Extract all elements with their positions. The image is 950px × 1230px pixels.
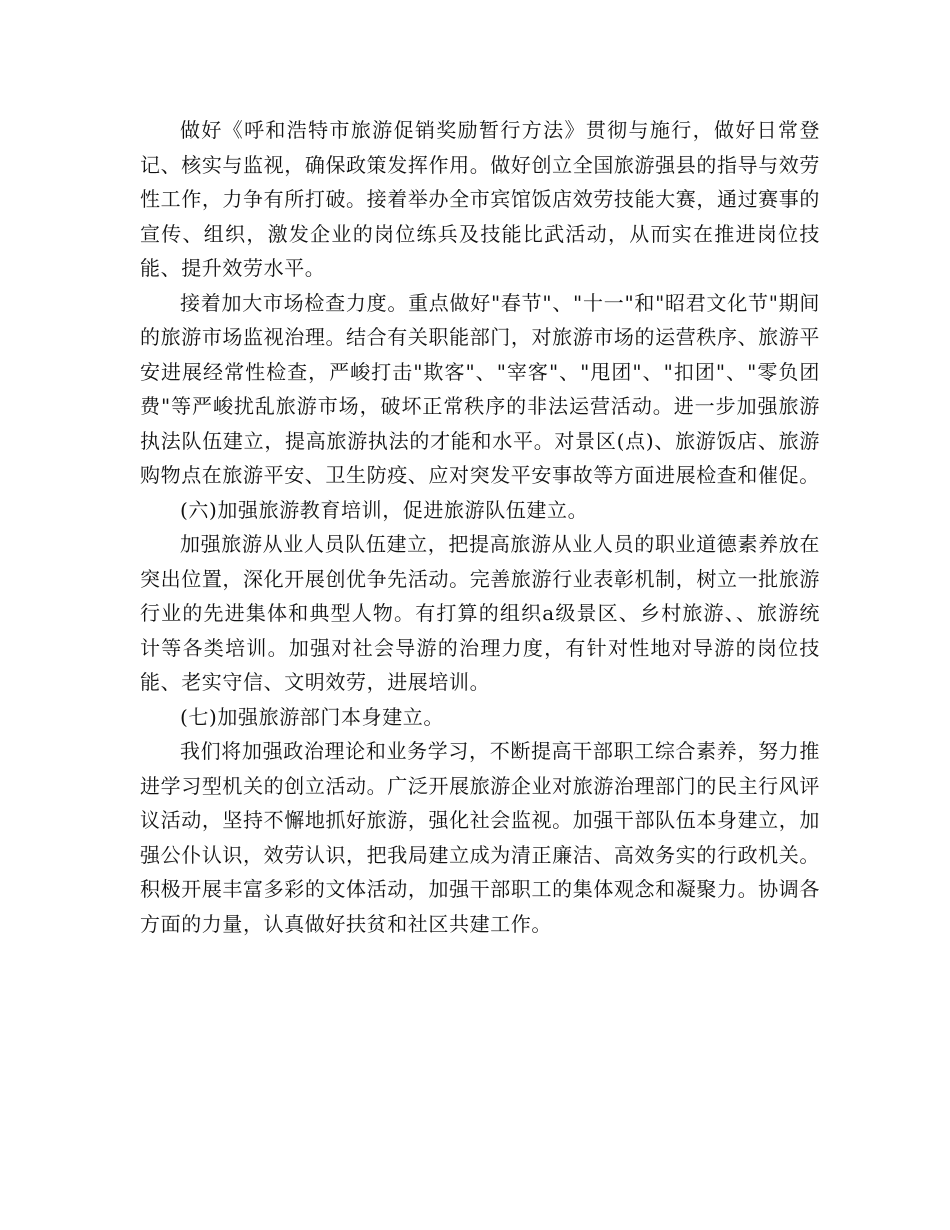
- paragraph-tourism-promotion: 做好《呼和浩特市旅游促销奖励暂行方法》贯彻与施行，做好日常登记、核实与监视，确保政策发挥作用。做好创立全国旅游强县的指导与效劳性工作，力争有所打破。接着举办全市宾馆饭店效劳技能大赛，通过赛事的宣传、组织，激发企业的岗位练兵及技能比武活动，从而实在推进岗位技能、提升效劳水平。: [140, 118, 820, 280]
- paragraph-workforce-training: 加强旅游从业人员队伍建立，把提高旅游从业人员的职业道德素养放在突出位置，深化开展创优争先活动。完善旅游行业表彰机制，树立一批旅游行业的先进集体和典型人物。有打算的组织a级景区、乡村旅游、、旅游统计等各类培训。加强对社会导游的治理力度，有针对性地对导游的岗位技能、老实守信、文明效劳，进展培训。: [140, 532, 820, 694]
- paragraph-market-inspection: 接着加大市场检查力度。重点做好"春节"、"十一"和"昭君文化节"期间的旅游市场监视治理。结合有关职能部门，对旅游市场的运营秩序、旅游平安进展经常性检查，严峻打击"欺客"、"宰客"、"甩团"、"扣团"、"零负团费"等严峻扰乱旅游市场，破坏正常秩序的非法运营活动。进一步加强旅游执法队伍建立，提高旅游执法的才能和水平。对景区(点)、旅游饭店、旅游购物点在旅游平安、卫生防疫、应对突发平安事故等方面进展检查和催促。: [140, 290, 820, 487]
- section-heading-6: (六)加强旅游教育培训，促进旅游队伍建立。: [180, 497, 589, 522]
- paragraph-department-building: 我们将加强政治理论和业务学习，不断提高干部职工综合素养，努力推进学习型机关的创立活动。广泛开展旅游企业对旅游治理部门的民主行风评议活动，坚持不懈地抓好旅游，强化社会监视。加强干部队伍本身建立，加强公仆认识，效劳认识，把我局建立成为清正廉洁、高效务实的行政机关。积极开展丰富多彩的文体活动，加强干部职工的集体观念和凝聚力。协调各方面的力量，认真做好扶贫和社区共建工作。: [140, 739, 820, 936]
- section-heading-7: (七)加强旅游部门本身建立。: [180, 704, 445, 729]
- document-body: [140, 113, 820, 941]
